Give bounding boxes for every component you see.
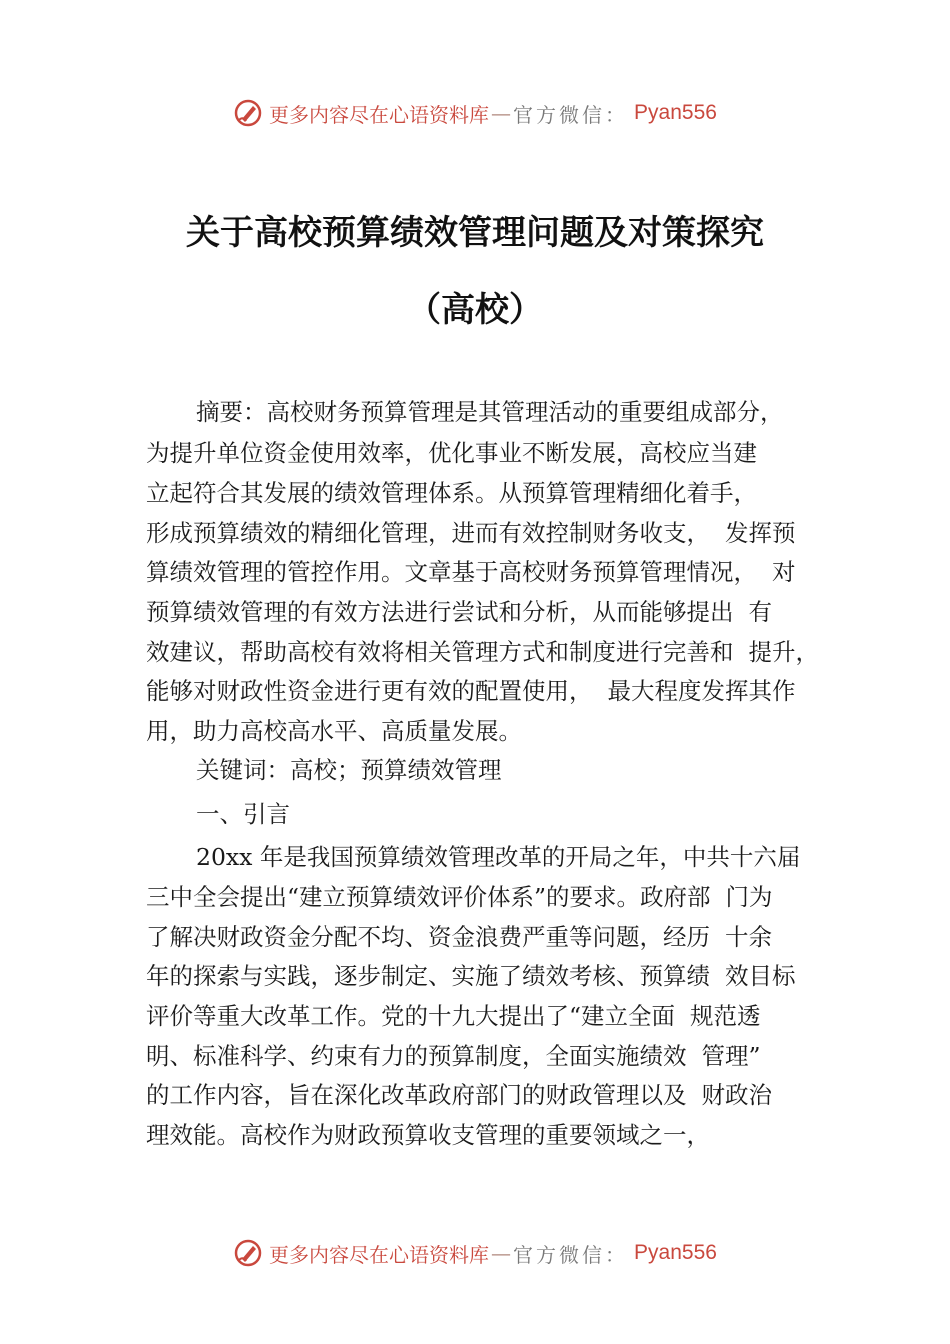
brand-text: 更多内容尽在心语资料库 xyxy=(269,102,490,127)
body-line: 摘要：高校财务预算管理是其管理活动的重要组成部分， xyxy=(196,398,784,426)
pen-circle-logo-icon xyxy=(233,98,263,128)
section-heading: 一、引言 xyxy=(196,800,290,828)
body-line: 效建议，帮助高校有效将相关管理方式和制度进行完善和 提升， xyxy=(146,638,819,666)
page-title: 关于高校预算绩效管理问题及对策探究 xyxy=(186,213,764,253)
banner-dash: — xyxy=(491,101,512,125)
body-line: 预算绩效管理的有效方法进行尝试和分析，从而能够提出 有 xyxy=(146,598,772,626)
body-line: 立起符合其发展的绩效管理体系。从预算管理精细化着手， xyxy=(146,479,757,507)
wechat-id: Pyan556 xyxy=(634,101,717,124)
banner-dash: — xyxy=(491,1241,512,1265)
body-line: 能够对财政性资金进行更有效的配置使用， 最大程度发挥其作 xyxy=(146,677,796,705)
body-line: 理效能。高校作为财政预算收支管理的重要领域之一， xyxy=(146,1121,710,1149)
body-line: 20xx 年是我国预算绩效管理改革的开局之年，中共十六届 xyxy=(196,843,801,871)
body-line: 形成预算绩效的精细化管理，进而有效控制财务收支， 发挥预 xyxy=(146,519,796,547)
body-line: 三中全会提出“建立预算绩效评价体系”的要求。政府部 门为 xyxy=(146,883,773,911)
page-subtitle: （高校） xyxy=(407,290,543,330)
footer-watermark xyxy=(0,1233,950,1273)
official-wechat-label: 官方微信： xyxy=(513,102,629,127)
body-line: 用，助力高校高水平、高质量发展。 xyxy=(146,717,522,745)
body-line: 年的探索与实践，逐步制定、实施了绩效考核、预算绩 效目标 xyxy=(146,962,796,990)
wechat-id: Pyan556 xyxy=(634,1241,717,1264)
header-watermark xyxy=(0,93,950,133)
body-line: 了解决财政资金分配不均、资金浪费严重等问题，经历 十余 xyxy=(146,923,772,951)
body-line: 明、标准科学、约束有力的预算制度，全面实施绩效 管理” xyxy=(146,1042,761,1070)
body-line: 的工作内容，旨在深化改革政府部门的财政管理以及 财政治 xyxy=(146,1081,772,1109)
brand-text: 更多内容尽在心语资料库 xyxy=(269,1242,490,1267)
pen-circle-logo-icon xyxy=(233,1238,263,1268)
body-line: 算绩效管理的管控作用。文章基于高校财务预算管理情况， 对 xyxy=(146,558,796,586)
official-wechat-label: 官方微信： xyxy=(513,1242,629,1267)
body-line: 为提升单位资金使用效率，优化事业不断发展，高校应当建 xyxy=(146,439,757,467)
body-line: 评价等重大改革工作。党的十九大提出了“建立全面 规范透 xyxy=(146,1002,761,1030)
keywords-line: 关键词：高校；预算绩效管理 xyxy=(196,756,502,784)
